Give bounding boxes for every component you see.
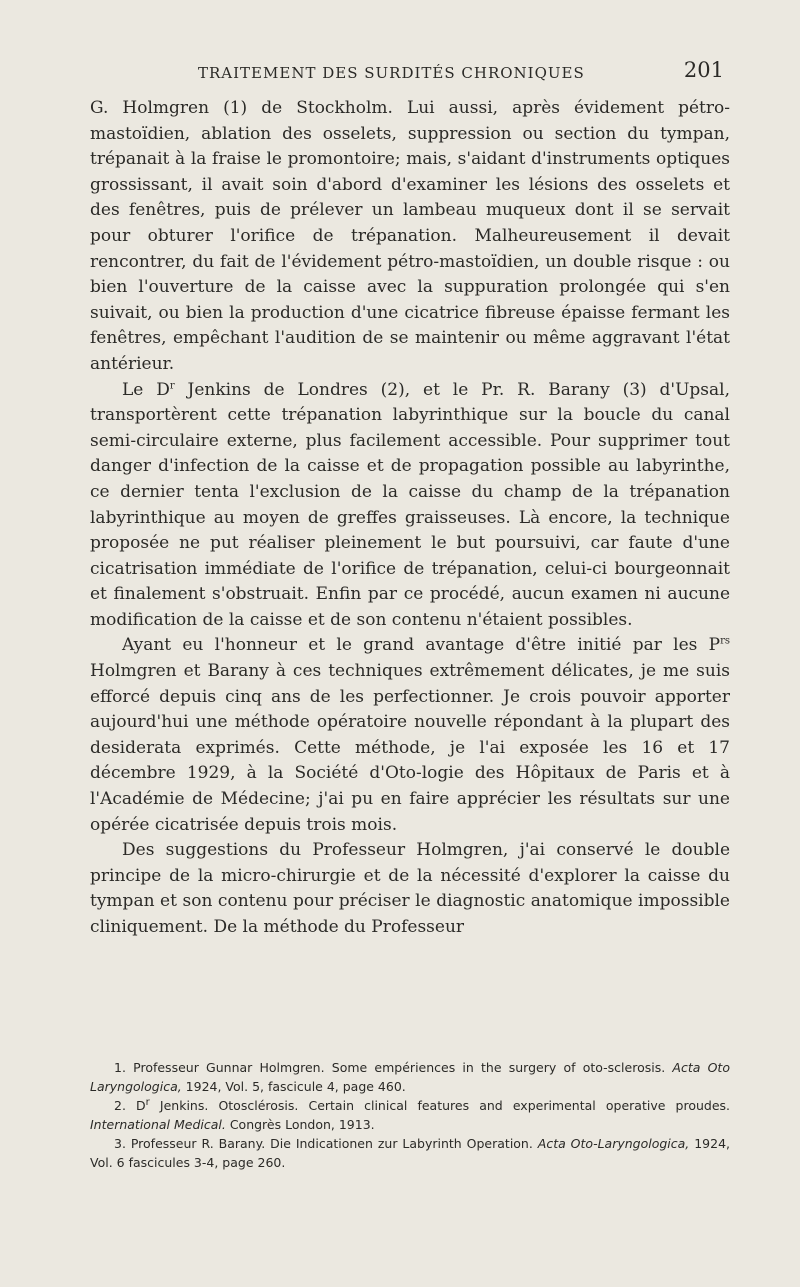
paragraph-2-prefix: Le D xyxy=(122,379,170,400)
footnote-2-journal: International Medical. xyxy=(90,1117,226,1132)
footnote-1 xyxy=(90,1058,730,1096)
footnote-1-tail: 1924, Vol. 5, fascicule 4, page 460. xyxy=(181,1079,406,1094)
paragraph-3-prefix: Ayant eu l'honneur et le grand avantage d'être initié par les P xyxy=(122,635,721,656)
paragraph-1: G. Holmgren (1) de Stockholm. Lui aussi, après évidement pétro-mastoïdien, ablation des osselets, suppression ou section du tympan, trépanait à la fraise le promontoire; mais, s'aidant d'instruments optiques grossissant, il avait soin d'abord d'examiner les lésions des osselets et des fenêtres, puis de prélever un lambeau muqueux dont il se servait pour obturer l'orifice de trépanation. Malheureusement il devait rencontrer, du fait de l'évidement pétro-mastoïdien, un double risque : ou bien l'ouverture de la caisse avec la suppuration prolongée qui s'en suivait, ou bien la production d'une cicatrice fibreuse épaisse fermant les fenêtres, empêchant l'audition de se maintenir ou même aggravant l'état antérieur. xyxy=(90,98,730,374)
footnote-2-tail: Congrès London, 1913. xyxy=(225,1117,375,1132)
footnote-2-text: Jenkins. Otosclérosis. Certain clinical features and experimental operative proudes. xyxy=(149,1098,730,1113)
footnote-3 xyxy=(90,1134,730,1172)
footnote-1-journal: Acta Oto Laryngologica, xyxy=(90,1060,730,1094)
footnote-3-tail: 1924, Vol. 6 fascicules 3-4, page 260. xyxy=(90,1136,730,1170)
paragraph-3 xyxy=(90,633,730,838)
footnote-1-text: 1. Professeur Gunnar Holmgren. Some empériences in the surgery of oto-sclerosis. xyxy=(114,1060,673,1075)
footnote-2 xyxy=(90,1096,730,1134)
paragraph-3-rest: Holmgren et Barany à ces techniques extrêmement délicates, je me suis efforcé depuis cinq ans de les perfectionner. Je crois pouvoir apporter aujourd'hui une méthode opératoire nouvelle répondant à la plupart des desiderata exprimés. Cette méthode, je l'ai exposée les 16 et 17 décembre 1929, à la Société d'Oto-logie des Hôpitaux de Paris et à l'Académie de Médecine; j'ai pu en faire apprécier les résultats sur une opérée cicatrisée depuis trois mois. xyxy=(90,661,730,835)
footnote-2-superscript: r xyxy=(145,1096,150,1108)
paragraph-2 xyxy=(90,378,730,634)
superscript-dr: r xyxy=(169,379,175,391)
main-text xyxy=(90,96,730,941)
running-title: TRAITEMENT DES SURDITÉS CHRONIQUES xyxy=(198,64,585,82)
footnote-2-prefix: 2. D xyxy=(114,1098,146,1113)
page-header xyxy=(90,58,730,88)
page-number: 201 xyxy=(683,58,724,82)
paragraph-2-rest: Jenkins de Londres (2), et le Pr. R. Barany (3) d'Upsal, transportèrent cette trépanation labyrinthique sur la boucle du canal semi-circulaire externe, plus facilement accessible. Pour supprimer tout danger d'infection de la caisse et de propagation possible au labyrinthe, ce dernier tenta l'exclusion de la caisse du champ de la trépanation labyrinthique au moyen de greffes graisseuses. Là encore, la technique proposée ne put réaliser pleinement le but poursuivi, car faute d'une cicatrisation immédiate de l'orifice de trépanation, celui-ci bourgeonnait et finalement s'obstruait. Enfin par ce procédé, aucun examen ni aucune modification de la caisse et de son contenu n'étaient possibles. xyxy=(90,379,730,630)
footnote-3-text: 3. Professeur R. Barany. Die Indicationen zur Labyrinth Operation. xyxy=(114,1136,538,1151)
paragraph-4: Des suggestions du Professeur Holmgren, j'ai conservé le double principe de la micro-chirurgie et de la nécessité d'explorer la caisse du tympan et son contenu pour préciser le diagnostic anatomique impossible cliniquement. De la méthode du Professeur xyxy=(90,840,730,937)
footnotes xyxy=(90,1058,730,1172)
superscript-prs: rs xyxy=(720,635,730,647)
footnote-3-journal: Acta Oto-Laryngologica, xyxy=(537,1136,690,1151)
